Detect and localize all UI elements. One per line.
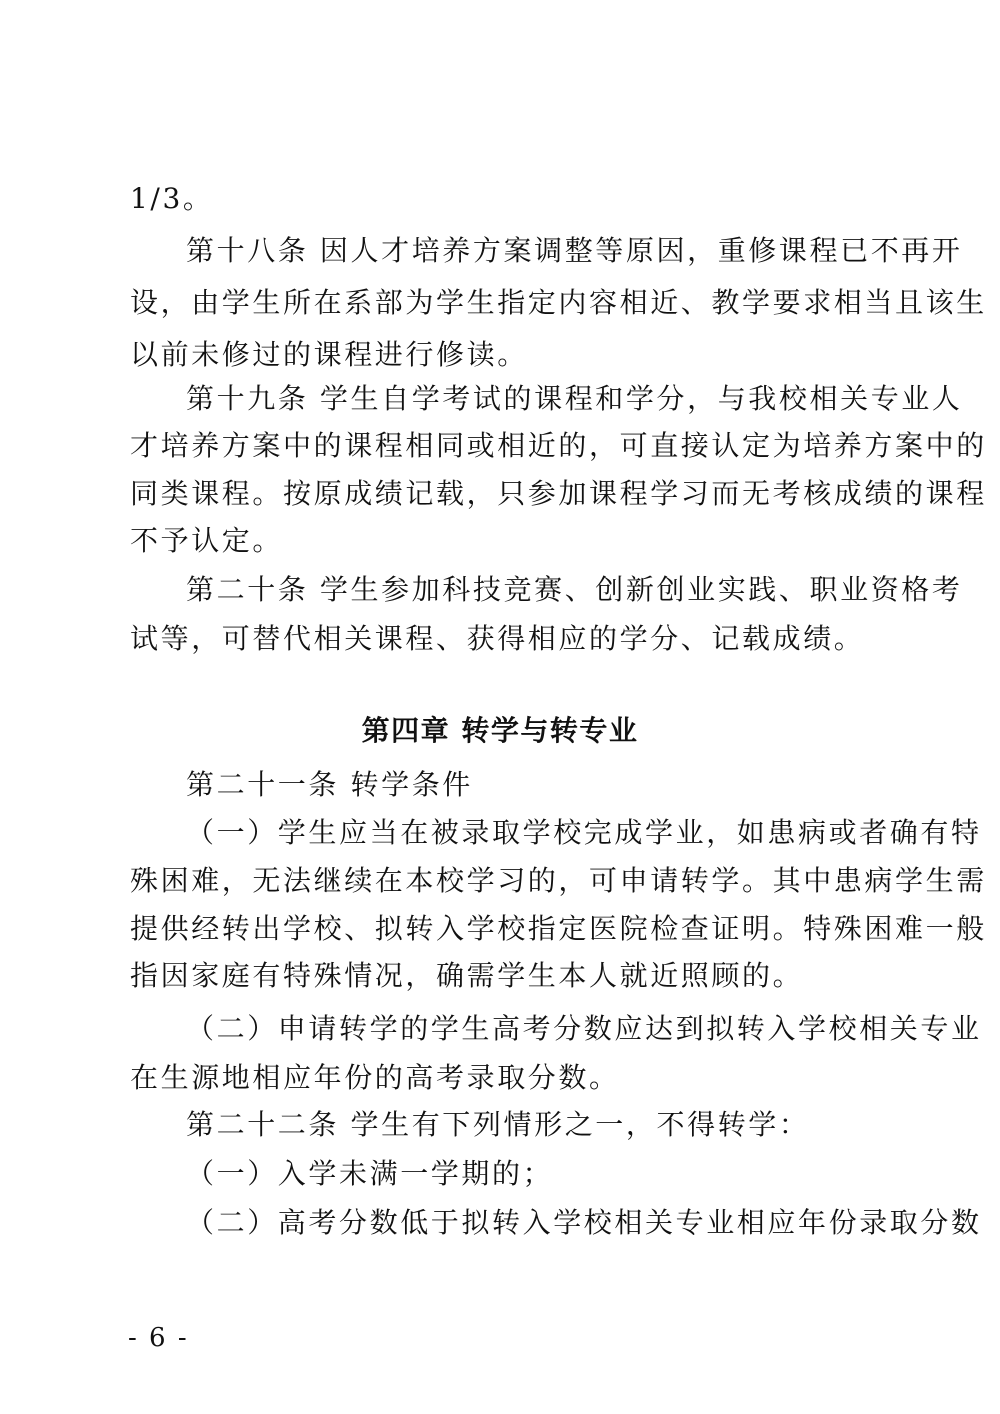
article-18-line-1: 第十八条 因人才培养方案调整等原因，重修课程已不再开	[186, 234, 963, 267]
article-21-heading: 第二十一条 转学条件	[186, 768, 473, 801]
article-20-line-2: 试等，可替代相关课程、获得相应的学分、记载成绩。	[130, 622, 865, 655]
article-19-line-2: 才培养方案中的课程相同或相近的，可直接认定为培养方案中的	[130, 429, 987, 462]
article-19-line-4: 不予认定。	[130, 524, 284, 557]
paragraph-continuation-line: 1/3。	[130, 182, 214, 215]
article-21-item-2-line-2: 在生源地相应年份的高考录取分数。	[130, 1061, 620, 1094]
article-18-line-2: 设，由学生所在系部为学生指定内容相近、教学要求相当且该生	[130, 286, 987, 319]
article-19-line-1: 第十九条 学生自学考试的课程和学分，与我校相关专业人	[186, 382, 963, 415]
page-number: - 6 -	[128, 1323, 189, 1353]
article-18-line-3: 以前未修过的课程进行修读。	[130, 338, 528, 371]
article-21-item-1-line-1: （一）学生应当在被录取学校完成学业，如患病或者确有特	[186, 816, 982, 849]
article-22-heading: 第二十二条 学生有下列情形之一，不得转学：	[186, 1108, 810, 1141]
article-21-item-2-line-1: （二）申请转学的学生高考分数应达到拟转入学校相关专业	[186, 1012, 982, 1045]
article-19-line-3: 同类课程。按原成绩记载，只参加课程学习而无考核成绩的课程	[130, 477, 987, 510]
article-21-item-1-line-4: 指因家庭有特殊情况，确需学生本人就近照顾的。	[130, 959, 804, 992]
article-22-item-1: （一）入学未满一学期的；	[186, 1157, 554, 1190]
article-21-item-1-line-3: 提供经转出学校、拟转入学校指定医院检查证明。特殊困难一般	[130, 912, 987, 945]
chapter-heading: 第四章 转学与转专业	[361, 714, 639, 747]
article-22-item-2-line-1: （二）高考分数低于拟转入学校相关专业相应年份录取分数	[186, 1206, 982, 1239]
article-21-item-1-line-2: 殊困难，无法继续在本校学习的，可申请转学。其中患病学生需	[130, 864, 987, 897]
article-20-line-1: 第二十条 学生参加科技竞赛、创新创业实践、职业资格考	[186, 573, 963, 606]
